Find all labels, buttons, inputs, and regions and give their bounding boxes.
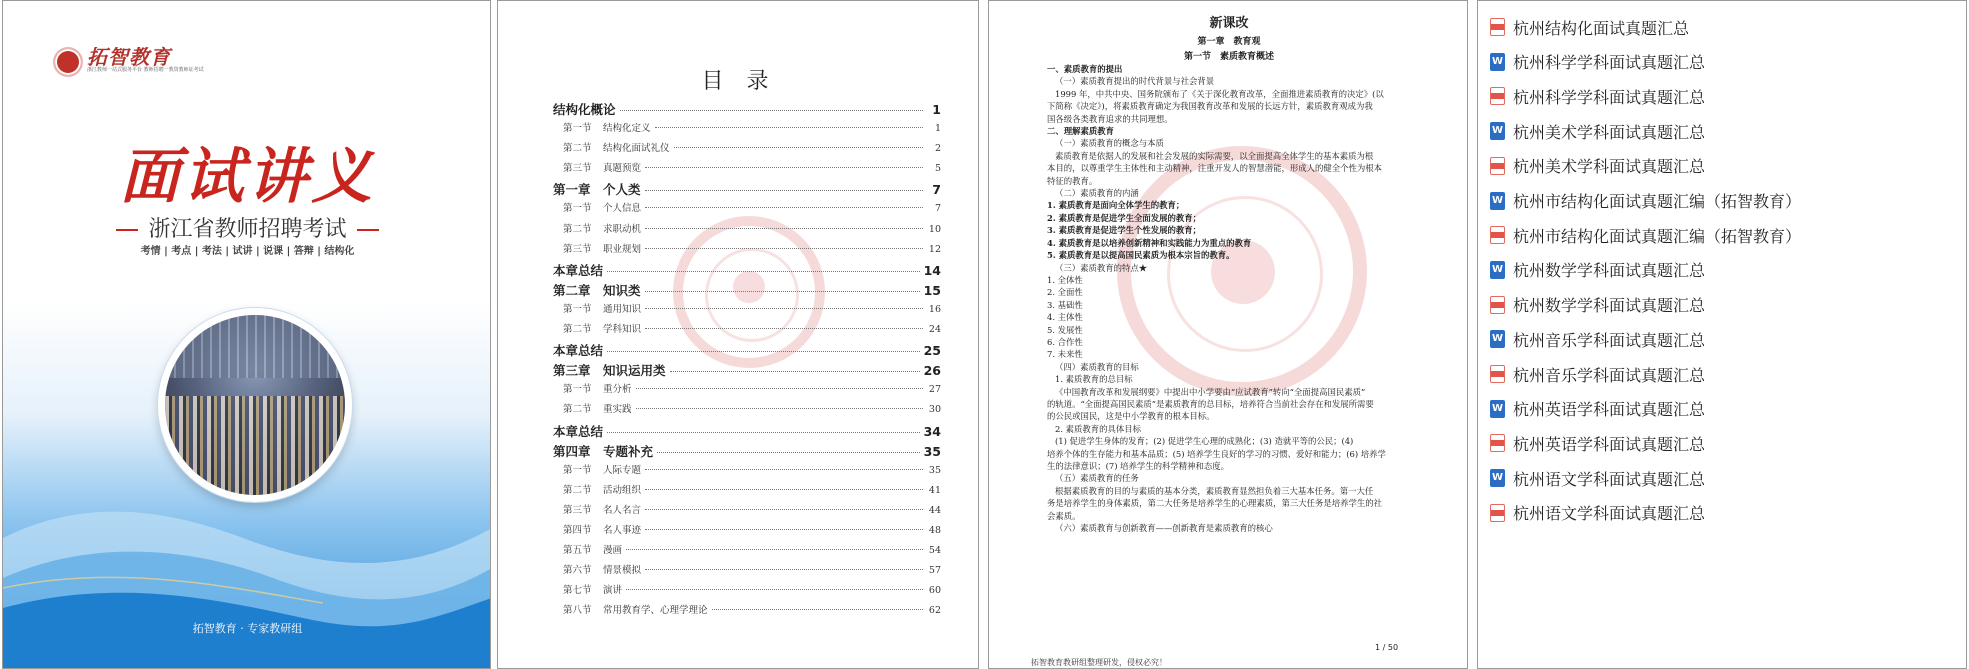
toc-leader-dots: [645, 469, 923, 470]
toc-page-number: 35: [923, 443, 941, 459]
file-name: 杭州美术学科面试真题汇总: [1513, 122, 1706, 142]
toc-leader-dots: [607, 432, 920, 433]
doc-paragraph-line: 本目的，以尊重学生主体性和主动精神，注重开发人的智慧潜能，形成人的健全个性为根本: [1047, 163, 1382, 174]
file-item[interactable]: [1490, 222, 1801, 248]
file-item[interactable]: [1490, 465, 1705, 491]
doc-section: 第一节 素质教育概述: [1183, 52, 1274, 62]
toc-page-number: 60: [928, 585, 941, 597]
toc-page-number: 7: [934, 203, 941, 215]
toc-entry-label: 真题预览: [603, 163, 642, 175]
file-item[interactable]: [1490, 153, 1705, 179]
toc-section-row[interactable]: [553, 381, 941, 401]
doc-paragraph-line: 3. 基础性: [1047, 299, 1083, 310]
toc-entry-label: 重分析: [603, 384, 632, 396]
toc-entry-label: 职业规划: [603, 243, 642, 255]
file-list: [1477, 0, 1967, 669]
doc-paragraph-line: (1) 促进学生身体的发育；(2) 促进学生心理的成熟化；(3) 造就平等的公民；(4): [1055, 436, 1354, 447]
doc-paragraph-line: （二）素质教育的内涵: [1055, 188, 1139, 199]
toc-section-row[interactable]: [553, 522, 941, 542]
toc-section-row[interactable]: [553, 140, 941, 160]
toc-page-number: 1: [934, 123, 941, 135]
doc-heading: 二、理解素质教育: [1047, 126, 1114, 137]
toc-chapter-row[interactable]: [553, 361, 941, 381]
toc-section-row[interactable]: [553, 200, 941, 220]
doc-footer: 拓智教育教研组整理研发，侵权必究！: [1031, 658, 1167, 667]
pdf-file-icon: [1490, 434, 1505, 452]
doc-paragraph-line: 1. 素质教育是面向全体学生的教育；: [1047, 200, 1185, 211]
file-name: 杭州语文学科面试真题汇总: [1513, 504, 1706, 524]
toc-page: [497, 0, 979, 669]
toc-section-row[interactable]: [553, 602, 941, 622]
file-name: 杭州音乐学科面试真题汇总: [1513, 330, 1706, 350]
doc-body: [1047, 63, 1415, 534]
toc-entry-label: 结构化面试礼仪: [603, 143, 670, 155]
doc-paragraph-line: 2. 全面性: [1047, 287, 1083, 298]
toc-page-number: 27: [928, 384, 941, 396]
file-item[interactable]: [1490, 292, 1705, 318]
doc-paragraph-line: 6. 合作性: [1047, 336, 1083, 347]
pdf-file-icon: [1490, 157, 1505, 175]
file-name: 杭州英语学科面试真题汇总: [1513, 434, 1706, 454]
doc-paragraph-line: 2. 素质教育的具体目标: [1055, 423, 1142, 434]
toc-leader-dots: [645, 529, 923, 530]
toc-chapter-row[interactable]: [553, 261, 941, 281]
toc-section-row[interactable]: [553, 502, 941, 522]
toc-section-number: 第二节: [563, 324, 592, 336]
cover-tags: 考情 | 考点 | 考法 | 试讲 | 说课 | 答辩 | 结构化: [140, 246, 355, 257]
cover-title: 面试讲义: [119, 142, 376, 212]
toc-entry-label: 学科知识: [603, 324, 642, 336]
toc-leader-dots: [626, 549, 923, 550]
doc-paragraph-line: 培养个体的生存能力和基本品质；(5) 培养学生良好的学习的习惯、爱好和能力；(6) 培养学: [1047, 448, 1386, 459]
doc-paragraph-line: 务是培养学生的身体素质，第二大任务是培养学生的心理素质，第三大任务是培养学生的社: [1047, 498, 1382, 509]
toc-section-number: 第一节: [563, 303, 592, 315]
doc-paragraph-line: 的公民或国民，这是中小学教育的根本目标。: [1047, 411, 1215, 422]
toc-entry-label: 第四章 专题补充: [553, 443, 654, 459]
toc-page-number: 57: [928, 565, 941, 577]
toc-page-number: 1: [932, 102, 941, 117]
file-name: 杭州数学学科面试真题汇总: [1513, 296, 1706, 316]
toc-page-number: 5: [934, 163, 941, 175]
cover-page: [2, 0, 491, 669]
toc-leader-dots: [674, 147, 923, 148]
file-item[interactable]: [1490, 257, 1705, 283]
toc-section-row[interactable]: [553, 542, 941, 562]
toc-section-number: 第八节: [563, 605, 592, 617]
toc-section-number: 第一节: [563, 203, 592, 215]
doc-paragraph-line: （五）素质教育的任务: [1055, 473, 1139, 484]
doc-chapter: 第一章 教育观: [1197, 37, 1261, 47]
toc-leader-dots: [645, 328, 923, 329]
toc-leader-dots: [657, 452, 920, 453]
toc-section-number: 第一节: [563, 464, 592, 476]
pdf-file-icon: [1490, 18, 1505, 36]
doc-paragraph-line: 国各级各类教育追求的共同理想。: [1047, 113, 1173, 124]
doc-paragraph-line: 素质教育是依据人的发展和社会发展的实际需要，以全面提高全体学生的基本素质为根: [1055, 150, 1374, 161]
toc-entry-label: 常用教育学、心理学理论: [603, 605, 708, 617]
toc-chapter-row[interactable]: [553, 180, 941, 200]
toc-list: [553, 100, 941, 622]
file-name: 杭州语文学科面试真题汇总: [1513, 469, 1706, 489]
toc-page-number: 24: [928, 324, 941, 336]
toc-section-row[interactable]: [553, 482, 941, 502]
toc-section-row[interactable]: [553, 321, 941, 341]
file-name: 杭州音乐学科面试真题汇总: [1513, 365, 1706, 385]
toc-page-number: 41: [928, 484, 941, 496]
toc-entry-label: 通用知识: [603, 303, 642, 315]
pdf-file-icon: [1490, 365, 1505, 383]
toc-page-number: 16: [928, 303, 941, 315]
toc-entry-label: 个人信息: [603, 203, 642, 215]
toc-entry-label: 人际专题: [603, 464, 642, 476]
toc-leader-dots: [607, 351, 920, 352]
doc-paragraph-line: 会素质。: [1047, 510, 1081, 521]
doc-paragraph-line: 根据素质教育的目的与素质的基本分类，素质教育显然担负着三大基本任务。第一大任: [1055, 485, 1374, 496]
toc-leader-dots: [636, 388, 923, 389]
toc-page-number: 54: [928, 545, 941, 557]
toc-section-row[interactable]: [553, 562, 941, 582]
pdf-file-icon: [1490, 504, 1505, 522]
toc-entry-label: 第二章 知识类: [553, 282, 641, 298]
word-file-icon: [1490, 261, 1505, 279]
toc-leader-dots: [655, 127, 923, 128]
word-file-icon: [1490, 400, 1505, 418]
file-item[interactable]: [1490, 396, 1705, 422]
toc-section-number: 第三节: [563, 243, 592, 255]
doc-paragraph-line: （一）素质教育提出的时代背景与社会背景: [1055, 76, 1215, 87]
word-file-icon: [1490, 192, 1505, 210]
doc-paragraph-line: 2. 素质教育是促进学生全面发展的教育；: [1047, 212, 1202, 223]
file-item[interactable]: [1490, 118, 1705, 144]
toc-page-number: 10: [928, 223, 941, 235]
toc-chapter-row[interactable]: [553, 341, 941, 361]
file-name: 杭州数学学科面试真题汇总: [1513, 261, 1706, 281]
toc-leader-dots: [645, 167, 923, 168]
file-item[interactable]: [1490, 49, 1705, 75]
toc-leader-dots: [712, 609, 923, 610]
doc-paragraph-line: 生的法律意识；(7) 培养学生的科学精神和态度。: [1047, 461, 1230, 471]
toc-section-number: 第三节: [563, 504, 592, 516]
doc-paragraph-line: 1999 年，中共中央、国务院颁布了《关于深化教育改革，全面推进素质教育的决定》(以: [1055, 88, 1384, 99]
doc-paragraph-line: （四）素质教育的目标: [1055, 361, 1139, 372]
file-name: 杭州结构化面试真题汇总: [1513, 18, 1690, 38]
toc-section-number: 第五节: [563, 545, 592, 557]
toc-section-number: 第四节: [563, 524, 592, 536]
file-item[interactable]: [1490, 361, 1705, 387]
toc-leader-dots: [620, 110, 923, 111]
toc-leader-dots: [670, 371, 920, 372]
toc-entry-label: 名人名言: [603, 504, 642, 516]
toc-leader-dots: [645, 569, 923, 570]
toc-leader-dots: [636, 408, 923, 409]
toc-leader-dots: [645, 248, 923, 249]
toc-page-number: 7: [932, 182, 941, 198]
toc-entry-label: 演讲: [603, 585, 623, 597]
doc-paragraph-line: （一）素质教育的概念与本质: [1055, 138, 1164, 149]
file-item[interactable]: [1490, 14, 1689, 40]
doc-paragraph-line: 5. 素质教育是以提高国民素质为根本宗旨的教育。: [1047, 250, 1235, 261]
doc-paragraph-line: 下简称《决定》)，将素质教育确定为我国教育改革和发展的长远方针，素质教育观成为我: [1047, 101, 1373, 112]
toc-chapter-row[interactable]: [553, 281, 941, 301]
word-file-icon: [1490, 330, 1505, 348]
file-name: 杭州英语学科面试真题汇总: [1513, 400, 1706, 420]
toc-page-number: 12: [928, 243, 941, 255]
toc-entry-label: 漫画: [603, 545, 623, 557]
file-name: 杭州美术学科面试真题汇总: [1513, 157, 1706, 177]
toc-page-number: 14: [923, 262, 941, 278]
toc-entry-label: 求职动机: [603, 223, 642, 235]
file-name: 杭州科学学科面试真题汇总: [1513, 87, 1706, 107]
doc-header: 新课改: [1209, 16, 1249, 31]
toc-entry-label: 本章总结: [553, 343, 604, 359]
toc-entry-label: 本章总结: [553, 262, 604, 278]
file-item[interactable]: [1490, 500, 1705, 526]
toc-leader-dots: [626, 589, 923, 590]
toc-entry-label: 名人事迹: [603, 524, 642, 536]
toc-leader-dots: [645, 509, 923, 510]
doc-paragraph-line: 1. 全体性: [1047, 274, 1083, 285]
file-item[interactable]: [1490, 83, 1705, 109]
doc-paragraph-line: 1. 素质教育的总目标: [1055, 374, 1133, 385]
file-name: 杭州科学学科面试真题汇总: [1513, 53, 1706, 73]
word-file-icon: [1490, 469, 1505, 487]
toc-section-number: 第六节: [563, 565, 592, 577]
toc-leader-dots: [645, 190, 923, 191]
toc-page-number: 15: [923, 282, 941, 298]
pdf-file-icon: [1490, 296, 1505, 314]
toc-section-row[interactable]: [553, 462, 941, 482]
toc-page-number: 34: [923, 423, 941, 439]
toc-section-number: 第七节: [563, 585, 592, 597]
doc-paragraph-line: 的轨道。“全面提高国民素质”是素质教育的总目标，培养符合当前社会存在和发展所需要: [1047, 398, 1374, 409]
document-page: [988, 0, 1468, 669]
toc-section-number: 第二节: [563, 223, 592, 235]
toc-section-row[interactable]: [553, 582, 941, 602]
logo-subtitle: 浙江教师一站式服务平台 教师招聘一教资教师证考试: [87, 67, 204, 73]
cover-subtitle: 浙江省教师招聘考试: [3, 212, 491, 243]
toc-section-number: 第二节: [563, 404, 592, 416]
toc-title: 目 录: [701, 69, 777, 94]
doc-heading: 一、素质教育的提出: [1047, 64, 1123, 74]
word-file-icon: [1490, 122, 1505, 140]
toc-leader-dots: [607, 271, 920, 272]
toc-page-number: 30: [928, 404, 941, 416]
file-item[interactable]: [1490, 188, 1801, 214]
wave-decoration: [3, 468, 491, 668]
toc-page-number: 35: [928, 464, 941, 476]
toc-section-row[interactable]: [553, 241, 941, 261]
logo-emblem-icon: [53, 47, 83, 77]
toc-section-number: 第三节: [563, 163, 592, 175]
toc-entry-label: 第三章 知识运用类: [553, 363, 666, 379]
word-file-icon: [1490, 53, 1505, 71]
toc-page-number: 48: [928, 524, 941, 536]
toc-entry-label: 本章总结: [553, 423, 604, 439]
toc-entry-label: 第一章 个人类: [553, 182, 641, 198]
doc-paragraph-line: 5. 发展性: [1047, 324, 1083, 335]
cover-footer: 拓智教育 · 专家教研组: [192, 622, 303, 635]
doc-paragraph-line: 特征的教育。: [1047, 175, 1098, 186]
file-item[interactable]: [1490, 326, 1705, 352]
toc-section-row[interactable]: [553, 301, 941, 321]
doc-paragraph-line: 4. 主体性: [1047, 312, 1083, 323]
toc-section-number: 第一节: [563, 123, 592, 135]
toc-entry-label: 重实践: [603, 404, 632, 416]
toc-section-number: 第二节: [563, 143, 592, 155]
toc-page-number: 44: [928, 504, 941, 516]
toc-chapter-row[interactable]: [553, 100, 941, 120]
file-name: 杭州市结构化面试真题汇编（拓智教育）: [1513, 226, 1802, 246]
doc-paragraph-line: 3. 素质教育是促进学生个性发展的教育；: [1047, 225, 1202, 236]
toc-section-number: 第二节: [563, 484, 592, 496]
toc-leader-dots: [645, 207, 923, 208]
doc-paragraph-line: （六）素质教育与创新教育——创新教育是素质教育的核心: [1055, 523, 1273, 534]
toc-leader-dots: [645, 291, 920, 292]
toc-entry-label: 情景模拟: [603, 565, 642, 577]
toc-chapter-row[interactable]: [553, 422, 941, 442]
toc-section-row[interactable]: [553, 120, 941, 140]
toc-section-row[interactable]: [553, 221, 941, 241]
toc-section-number: 第一节: [563, 384, 592, 396]
doc-paragraph-line: （三）素质教育的特点★: [1055, 262, 1148, 273]
page-number: 1 / 50: [1375, 643, 1399, 652]
toc-page-number: 26: [923, 363, 941, 379]
toc-leader-dots: [645, 228, 923, 229]
toc-entry-label: 结构化概论: [553, 102, 616, 117]
toc-chapter-row[interactable]: [553, 442, 941, 462]
pdf-file-icon: [1490, 226, 1505, 244]
toc-section-row[interactable]: [553, 401, 941, 421]
toc-entry-label: 结构化定义: [603, 123, 651, 135]
toc-page-number: 2: [934, 143, 941, 155]
doc-paragraph-line: 7. 未来性: [1047, 349, 1083, 360]
doc-paragraph-line: 《中国教育改革和发展纲要》中提出中小学要由“应试教育”转向“全面提高国民素质”: [1055, 386, 1366, 397]
file-item[interactable]: [1490, 430, 1705, 456]
toc-page-number: 25: [923, 343, 941, 359]
file-name: 杭州市结构化面试真题汇编（拓智教育）: [1513, 192, 1802, 211]
toc-leader-dots: [645, 308, 923, 309]
doc-paragraph-line: 4. 素质教育是以培养创新精神和实践能力为重点的教育: [1047, 237, 1252, 248]
toc-entry-label: 活动组织: [603, 484, 642, 496]
pdf-file-icon: [1490, 87, 1505, 105]
toc-page-number: 62: [928, 605, 941, 617]
logo-name: 拓智教育: [87, 45, 171, 69]
toc-section-row[interactable]: [553, 160, 941, 180]
toc-leader-dots: [645, 489, 923, 490]
